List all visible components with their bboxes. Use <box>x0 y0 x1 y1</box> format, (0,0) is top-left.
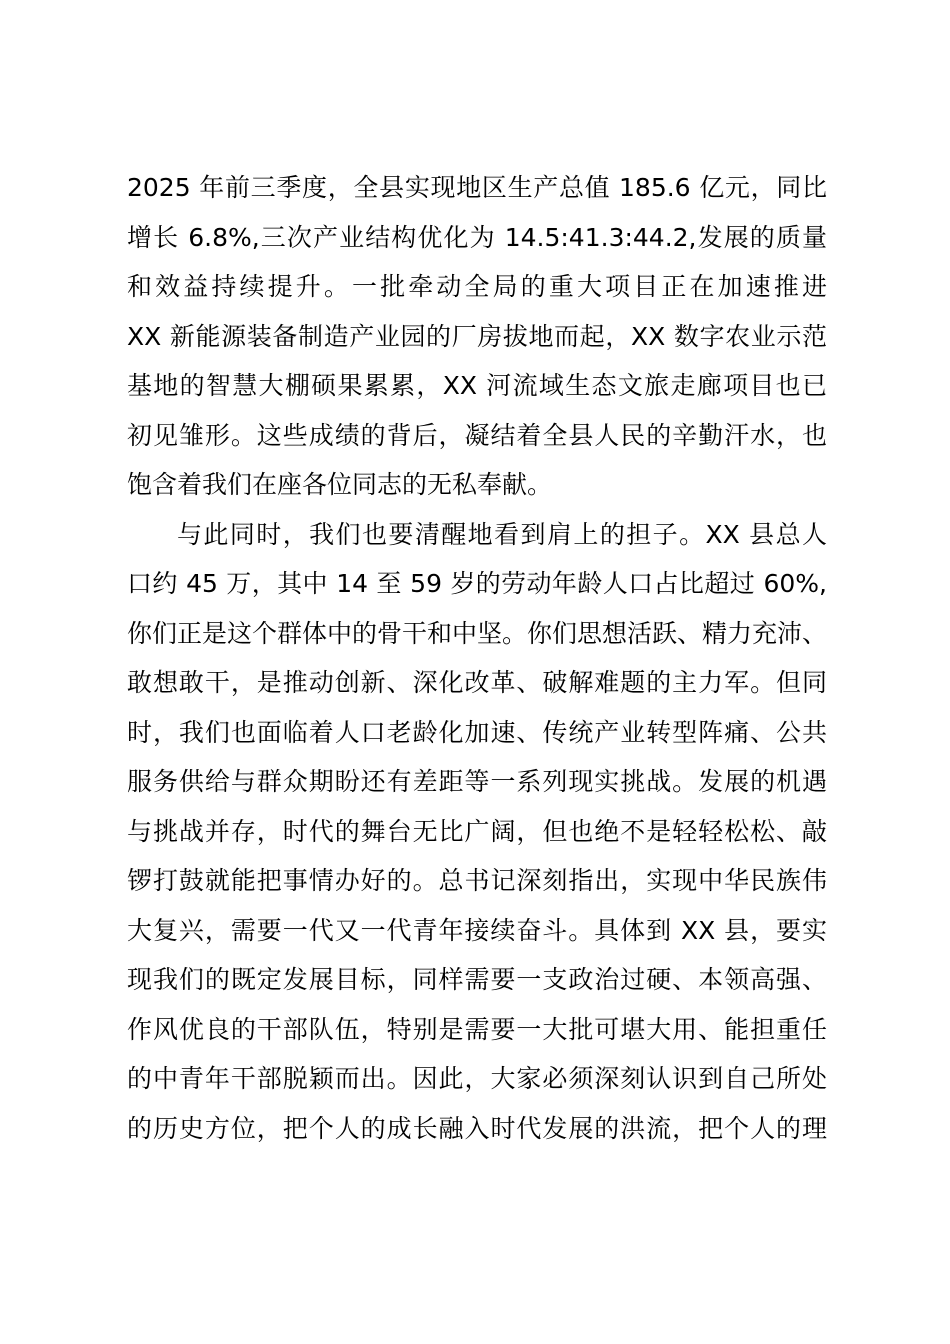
text-line: 服务供给与群众期盼还有差距等一系列现实挑战。发展的机遇 <box>127 767 827 796</box>
text-line: 现我们的既定发展目标，同样需要一支政治过硬、本领高强、 <box>127 965 827 994</box>
text-line: 的历史方位，把个人的成长融入时代发展的洪流，把个人的理 <box>127 1113 827 1143</box>
text-line: 与挑战并存，时代的舞台无比广阔，但也绝不是轻轻松松、敲 <box>127 816 827 846</box>
text-line: 饱含着我们在座各位同志的无私奉献。 <box>127 470 553 499</box>
text-line: 时，我们也面临着人口老龄化加速、传统产业转型阵痛、公共 <box>127 717 827 747</box>
text-line: 基地的智慧大棚硕果累累，XX 河流域生态文旅走廊项目也已 <box>127 371 827 400</box>
text-line: 大复兴，需要一代又一代青年接续奋斗。具体到 XX 县，要实 <box>127 915 827 945</box>
text-line: 口约 45 万，其中 14 至 59 岁的劳动年龄人口占比超过 60%, <box>127 569 827 598</box>
text-line: 初见雏形。这些成绩的背后，凝结着全县人民的辛勤汗水，也 <box>127 420 827 450</box>
text-line: 锣打鼓就能把事情办好的。总书记深刻指出，实现中华民族伟 <box>127 866 827 895</box>
text-line: 与此同时，我们也要清醒地看到肩上的担子。XX 县总人 <box>177 519 827 549</box>
document-body <box>127 163 827 1153</box>
text-line: 作风优良的干部队伍，特别是需要一大批可堪大用、能担重任 <box>127 1014 827 1044</box>
text-line: 的中青年干部脱颖而出。因此，大家必须深刻认识到自己所处 <box>127 1064 827 1093</box>
text-line: 增长 6.8%,三次产业结构优化为 14.5:41.3:44.2,发展的质量 <box>127 222 827 252</box>
text-line: 和效益持续提升。一批牵动全局的重大项目正在加速推进 <box>127 272 827 301</box>
text-line: XX 新能源装备制造产业园的厂房拔地而起，XX 数字农业示范 <box>127 321 827 351</box>
text-line: 敢想敢干，是推动创新、深化改革、破解难题的主力军。但同 <box>127 668 827 697</box>
text-line: 2025 年前三季度，全县实现地区生产总值 185.6 亿元，同比 <box>127 173 827 202</box>
text-line: 你们正是这个群体中的骨干和中坚。你们思想活跃、精力充沛、 <box>127 618 828 648</box>
